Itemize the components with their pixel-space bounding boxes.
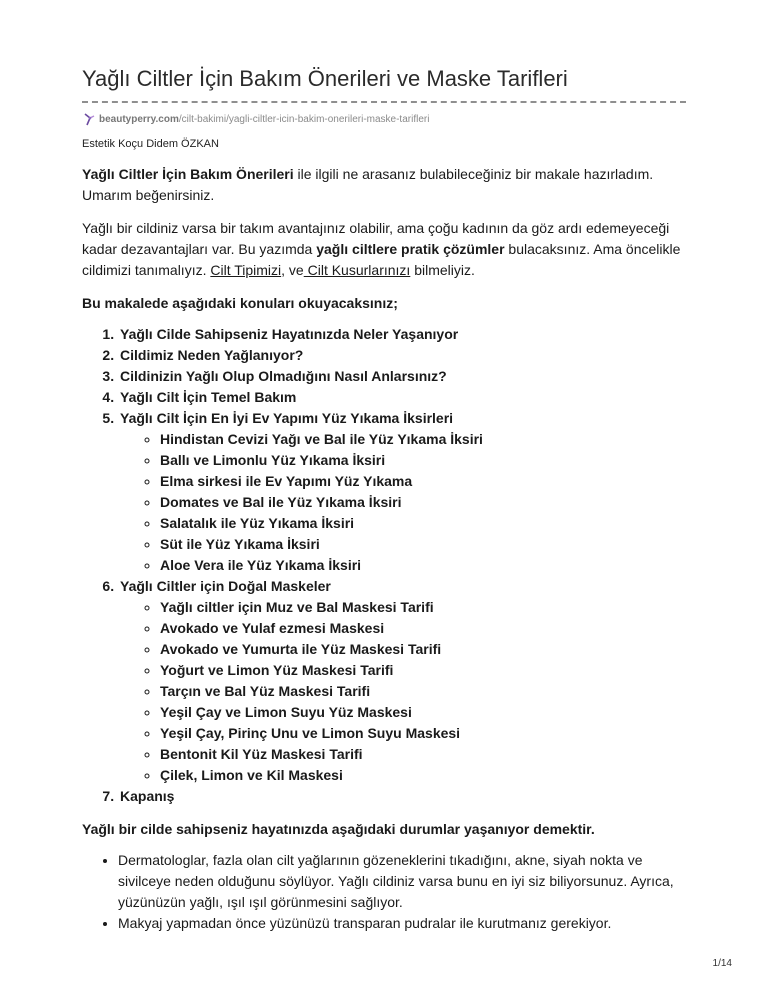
toc-subitem[interactable]: ◦ Tarçın ve Bal Yüz Maskesi Tarifi bbox=[160, 681, 686, 702]
toc-subitem[interactable]: ◦ Yağlı ciltler için Muz ve Bal Maskesi Tarifi bbox=[160, 597, 686, 618]
section-heading-text: Yağlı bir cilde sahipseniz hayatınızda aşağıdaki durumlar yaşanıyor demektir. bbox=[82, 821, 595, 837]
toc-heading-text: Bu makalede aşağıdaki konuları okuyacaksınız; bbox=[82, 295, 398, 311]
toc-list bbox=[82, 324, 686, 807]
toc-subitem[interactable]: ◦ Hindistan Cevizi Yağı ve Bal ile Yüz Yıkama İksiri bbox=[160, 429, 686, 450]
toc-item-2[interactable]: 2. Cildimiz Neden Yağlanıyor? bbox=[118, 345, 686, 366]
section-heading bbox=[82, 819, 686, 840]
page-number: 1/14 bbox=[712, 958, 732, 969]
toc-subitem[interactable]: ◦ Bentonit Kil Yüz Maskesi Tarifi bbox=[160, 744, 686, 765]
cilt-tipimizi-link[interactable]: Cilt Tipimizi bbox=[210, 262, 282, 278]
toc-subitem[interactable]: ◦ Domates ve Bal ile Yüz Yıkama İksiri bbox=[160, 492, 686, 513]
toc-item-5-sublist bbox=[120, 429, 686, 576]
toc-subitem[interactable]: ◦ Aloe Vera ile Yüz Yıkama İksiri bbox=[160, 555, 686, 576]
toc-subitem[interactable]: ◦ Yoğurt ve Limon Yüz Maskesi Tarifi bbox=[160, 660, 686, 681]
toc-subitem[interactable]: ◦ Yeşil Çay, Pirinç Unu ve Limon Suyu Maskesi bbox=[160, 723, 686, 744]
toc-subitem[interactable]: ◦ Süt ile Yüz Yıkama İksiri bbox=[160, 534, 686, 555]
source-domain[interactable]: beautyperry.com bbox=[99, 113, 179, 125]
toc-item-4[interactable]: 4. Yağlı Cilt İçin Temel Bakım bbox=[118, 387, 686, 408]
intro-paragraph-2 bbox=[82, 218, 686, 281]
toc-subitem[interactable]: ◦ Avokado ve Yulaf ezmesi Maskesi bbox=[160, 618, 686, 639]
toc-subitem[interactable]: ◦ Yeşil Çay ve Limon Suyu Yüz Maskesi bbox=[160, 702, 686, 723]
toc-item-1[interactable]: 1. Yağlı Cilde Sahipseniz Hayatınızda Neler Yaşanıyor bbox=[118, 324, 686, 345]
article-body bbox=[82, 164, 686, 934]
toc-item-6-sublist bbox=[120, 597, 686, 786]
cilt-kusurlari-link[interactable]: Cilt Kusurlarınızı bbox=[303, 262, 411, 278]
source-line[interactable] bbox=[82, 112, 429, 126]
intro-text-2c: , ve bbox=[281, 262, 304, 278]
toc-subitem[interactable]: ◦ Elma sirkesi ile Ev Yapımı Yüz Yıkama bbox=[160, 471, 686, 492]
toc-subitem[interactable]: ◦ Çilek, Limon ve Kil Maskesi bbox=[160, 765, 686, 786]
toc-item-3[interactable]: 3. Cildinizin Yağlı Olup Olmadığını Nasıl Anlarsınız? bbox=[118, 366, 686, 387]
intro-text-2b: bulacaksınız. Ama öncelikle cildimizi tanımalıyız. bbox=[82, 241, 681, 278]
intro-text-2a: Yağlı bir cildiniz varsa bir takım avantajınız olabilir, ama çoğu kadının da göz ardı edemeyeceği kadar dezavantajları var. Bu yazımda bbox=[82, 220, 670, 257]
page-title: Yağlı Ciltler İçin Bakım Önerileri ve Maske Tarifleri bbox=[82, 66, 568, 91]
title-divider bbox=[82, 101, 686, 103]
intro-text-2d: bilmeliyiz. bbox=[410, 262, 475, 278]
intro-paragraph-1 bbox=[82, 164, 686, 206]
intro-bold-1: Yağlı Ciltler İçin Bakım Önerileri bbox=[82, 166, 294, 182]
source-path[interactable]: /cilt-bakimi/yagli-ciltler-icin-bakim-onerileri-maske-tarifleri bbox=[178, 113, 430, 125]
section-bullet-list bbox=[82, 850, 686, 934]
intro-text-1: ile ilgili ne arasanız bulabileceğiniz bir makale hazırladım. Umarım beğenirsiniz. bbox=[82, 166, 654, 203]
toc-item-6-label[interactable]: Yağlı Ciltler için Doğal Maskeler bbox=[120, 578, 331, 594]
author-line: Estetik Koçu Didem ÖZKAN bbox=[82, 138, 219, 150]
toc-subitem[interactable]: ◦ Salatalık ile Yüz Yıkama İksiri bbox=[160, 513, 686, 534]
toc-item-5[interactable] bbox=[118, 408, 686, 576]
section-bullet-2: • Makyaj yapmadan önce yüzünüzü transparan pudralar ile kurutmanız gerekiyor. bbox=[118, 913, 686, 934]
beautyperry-logo-icon bbox=[82, 112, 96, 126]
toc-item-5-label[interactable]: Yağlı Cilt İçin En İyi Ev Yapımı Yüz Yıkama İksirleri bbox=[120, 410, 454, 426]
toc-subitem[interactable]: ◦ Avokado ve Yumurta ile Yüz Maskesi Tarifi bbox=[160, 639, 686, 660]
intro-bold-2: yağlı ciltlere pratik çözümler bbox=[316, 241, 505, 257]
toc-subitem[interactable]: ◦ Ballı ve Limonlu Yüz Yıkama İksiri bbox=[160, 450, 686, 471]
section-bullet-1: • Dermatologlar, fazla olan cilt yağlarının gözeneklerini tıkadığını, akne, siyah nokta ve sivilceye neden olduğunu söylüyor. Yağlı cildiniz varsa bunu en iyi siz biliyorsunuz. Ayrıca, yüzünüzün yağlı, ışıl ışıl görünmesini sağlıyor. bbox=[118, 850, 686, 913]
toc-item-7[interactable]: 7. Kapanış bbox=[118, 786, 686, 807]
toc-heading bbox=[82, 293, 686, 314]
toc-item-6[interactable] bbox=[118, 576, 686, 786]
